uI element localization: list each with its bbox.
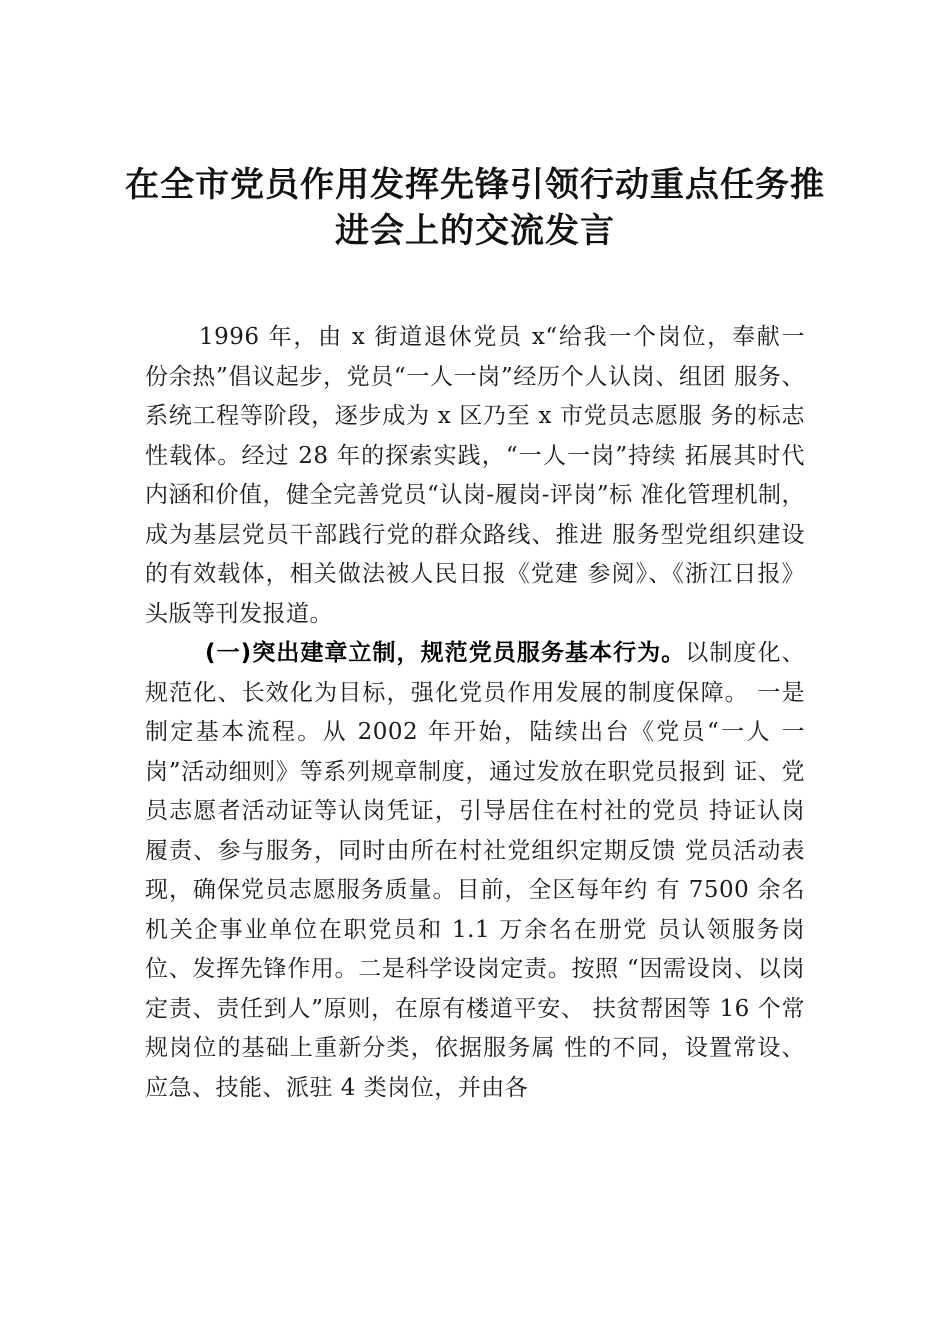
section-body: 以制度化、规范化、长效化为目标，强化党员作用发展的制度保障。 一是制定基本流程。从 2002 年开始，陆续出台《党员“一人 一岗”活动细则》等系列规章制度，通过发放在职党员报到 证、党员志愿者活动证等认岗凭证，引导居住在村社的党员 持证认岗履责、参与服务，同时由所在村社党组织定期反馈 党员活动表现，确保党员志愿服务质量。目前，全区每年约 有 7500 余名机关企事业单位在职党员和 1.1 万余名在册党 员认领服务岗位、发挥先锋作用。二是科学设岗定责。按照 “因需设岗、以岗定责、责任到人”原则，在原有楼道平安、 扶贫帮困等 16 个常规岗位的基础上重新分类，依据服务属 性的不同，设置常设、应急、技能、派驻 4 类岗位，并由各 bbox=[145, 640, 806, 1101]
document-title: 在全市党员作用发挥先锋引领行动重点任务推进会上的交流发言 bbox=[125, 165, 825, 251]
section-heading: (一)突出建章立制，规范党员服务基本行为。 bbox=[205, 640, 686, 666]
paragraph-intro: 1996 年，由 x 街道退休党员 x“给我一个岗位，奉献一 份余热”倡议起步，党员“一人一岗”经历个人认岗、组团 服务、系统工程等阶段，逐步成为 x 区乃至 x 市党员志愿服 务的标志性载体。经过 28 年的探索实践，“一人一岗”持续 拓展其时代内涵和价值，健全完善党员“认岗-履岗-评岗”标 准化管理机制，成为基层党员干部践行党的群众路线、推进 服务型党组织建设的有效载体，相关做法被人民日报《党建 参阅》、《浙江日报》头版等刊发报道。 bbox=[145, 324, 805, 627]
paragraph-section-1 bbox=[145, 634, 805, 1108]
